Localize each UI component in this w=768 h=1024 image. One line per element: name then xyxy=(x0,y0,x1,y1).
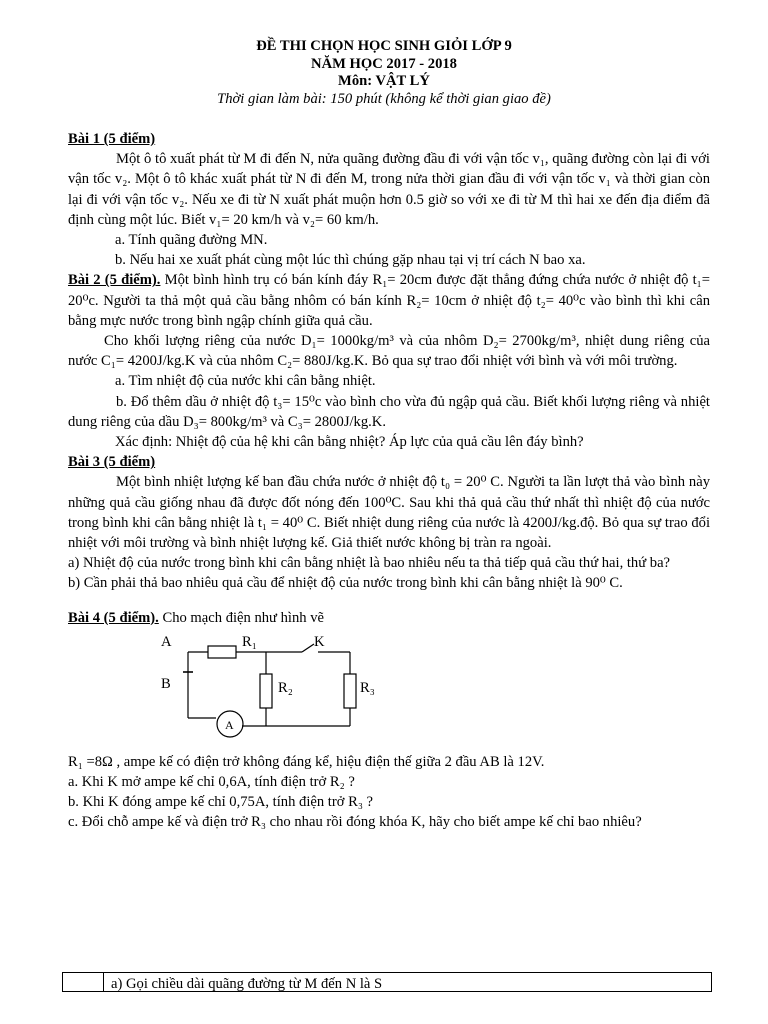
label-k: K xyxy=(314,633,325,650)
resistor-r2 xyxy=(260,674,272,708)
bai4-title: Bài 4 (5 điểm). xyxy=(68,609,159,626)
exam-body xyxy=(68,129,710,833)
school-year: NĂM HỌC 2017 - 2018 xyxy=(311,55,457,72)
label-r3: R₃ xyxy=(360,679,375,696)
bai1-text: Một ô tô xuất phát từ M đi đến N, nửa quãng đường đầu đi với vận tốc v₁, quãng đường còn lại đi với vận tốc v₂. Một ô tô khác xuất phát từ N đi đến M, trong nửa thời gian đầu đi với vận tốc v₁ và thời gian còn lại đi với vận tốc v₂. Nếu xe đi từ N xuất phát muộn hơn 0.5 giờ so với xe đi từ M thì hai xe đến địa điểm đã định cùng một lúc. Biết v₁= 20 km/h và v₂= 60 km/h. xyxy=(68,151,710,228)
label-ammeter: A xyxy=(225,717,234,732)
circuit-diagram xyxy=(68,628,710,752)
bai4-given: R₁ =8Ω , ampe kế có điện trở không đáng kể, hiệu điện thế giữa 2 đầu AB là 12V. xyxy=(68,753,545,770)
exam-title: ĐỀ THI CHỌN HỌC SINH GIỎI LỚP 9 xyxy=(256,38,512,54)
bai2-question-b: b. Đổ thêm dầu ở nhiệt độ t₃= 15⁰c vào bình cho vừa đủ ngập quả cầu. Biết khối lượng riêng và nhiệt dung riêng của dầu D₃= 800kg/m³ và C₃= 2800J/kg.K. xyxy=(68,393,710,430)
label-r1: R₁ xyxy=(242,633,257,650)
switch-k xyxy=(302,644,314,652)
label-r2: R₂ xyxy=(278,679,293,696)
bai3-question-b: b) Cần phải thả bao nhiêu quả cầu để nhiệt độ của nước trong bình khi cân bằng nhiệt là 90⁰ C. xyxy=(68,575,623,592)
bai2-intro xyxy=(68,270,710,331)
spacer xyxy=(68,594,710,608)
bai3-text: Một bình nhiệt lượng kế ban đầu chứa nước ở nhiệt độ t₀ = 20⁰ C. Người ta lần lượt thả vào bình này những quả cầu giống nhau đã được đốt nóng đến 100⁰C. Sau khi thả quả cầu thứ nhất thì nhiệt độ của nước trong bình khi cân bằng nhiệt là t₁ = 40⁰ C. Biết nhiệt dung riêng của nước là 4200J/kg.độ. Bỏ qua sự trao đổi nhiệt với môi trường và bình nhiệt lượng kế. Giả thiết nước không bị tràn ra ngoài. xyxy=(68,474,710,552)
resistor-r1 xyxy=(208,646,236,658)
bai3-title: Bài 3 (5 điểm) xyxy=(68,454,156,471)
bai4-intro xyxy=(68,608,710,628)
label-b: B xyxy=(161,675,171,692)
bai2-question-c: Xác định: Nhiệt độ của hệ khi cân bằng nhiệt? Áp lực của quả cầu lên đáy bình? xyxy=(115,434,584,451)
bai4-question-a: a. Khi K mở ampe kế chỉ 0,6A, tính điện trở R₂ ? xyxy=(68,774,355,791)
subject: Môn: VẬT LÝ xyxy=(338,73,430,89)
answer-table-index-cell xyxy=(63,973,104,991)
bai4-question-b: b. Khi K đóng ampe kế chỉ 0,75A, tính điện trở R₃ ? xyxy=(68,794,374,811)
answer-table-text: a) Gọi chiều dài quãng đường từ M đến N là S xyxy=(111,976,383,992)
bai1-question-b: b. Nếu hai xe xuất phát cùng một lúc thì chúng gặp nhau tại vị trí cách N bao xa. xyxy=(115,252,586,269)
bai4-question-c: c. Đổi chỗ ampe kế và điện trở R₃ cho nhau rồi đóng khóa K, hãy cho biết ampe kế chỉ bao nhiêu? xyxy=(68,814,642,831)
resistor-r3 xyxy=(344,674,356,708)
bai2-text: Một bình hình trụ có bán kính đáy R₁= 20cm được đặt thẳng đứng chứa nước ở nhiệt độ t₁= 20⁰c. Người ta thả một quả cầu bằng nhôm có bán kính R₂= 10cm ở nhiệt độ t₂= 40⁰c vào bình thì khi cân bằng mực nước trong bình ngập chính giữa quả cầu. xyxy=(68,272,710,329)
bai2-question-a: a. Tìm nhiệt độ của nước khi cân bằng nhiệt. xyxy=(115,373,376,390)
exam-header xyxy=(0,38,768,108)
bai1-title: Bài 1 (5 điểm) xyxy=(68,131,156,147)
label-a: A xyxy=(161,633,172,650)
bai1-question-a: a. Tính quãng đường MN. xyxy=(115,232,268,249)
bai2-title: Bài 2 (5 điểm). xyxy=(68,272,161,289)
bai3-question-a: a) Nhiệt độ của nước trong bình khi cân bằng nhiệt là bao nhiêu nếu ta thả tiếp quả cầu thứ hai, thứ ba? xyxy=(68,555,671,572)
bai4-text: Cho mạch điện như hình vẽ xyxy=(158,609,324,626)
time-limit: Thời gian làm bài: 150 phút (không kể thời gian giao đề) xyxy=(217,90,551,107)
bai2-text2: Cho khối lượng riêng của nước D₁= 1000kg/m³ và của nhôm D₂= 2700kg/m³, nhiệt dung riêng của nước C₁= 4200J/kg.K và của nhôm C₂= 880J/kg.K. Bỏ qua sự trao đổi nhiệt với bình và với môi trường. xyxy=(68,333,710,370)
answer-table xyxy=(62,972,712,992)
